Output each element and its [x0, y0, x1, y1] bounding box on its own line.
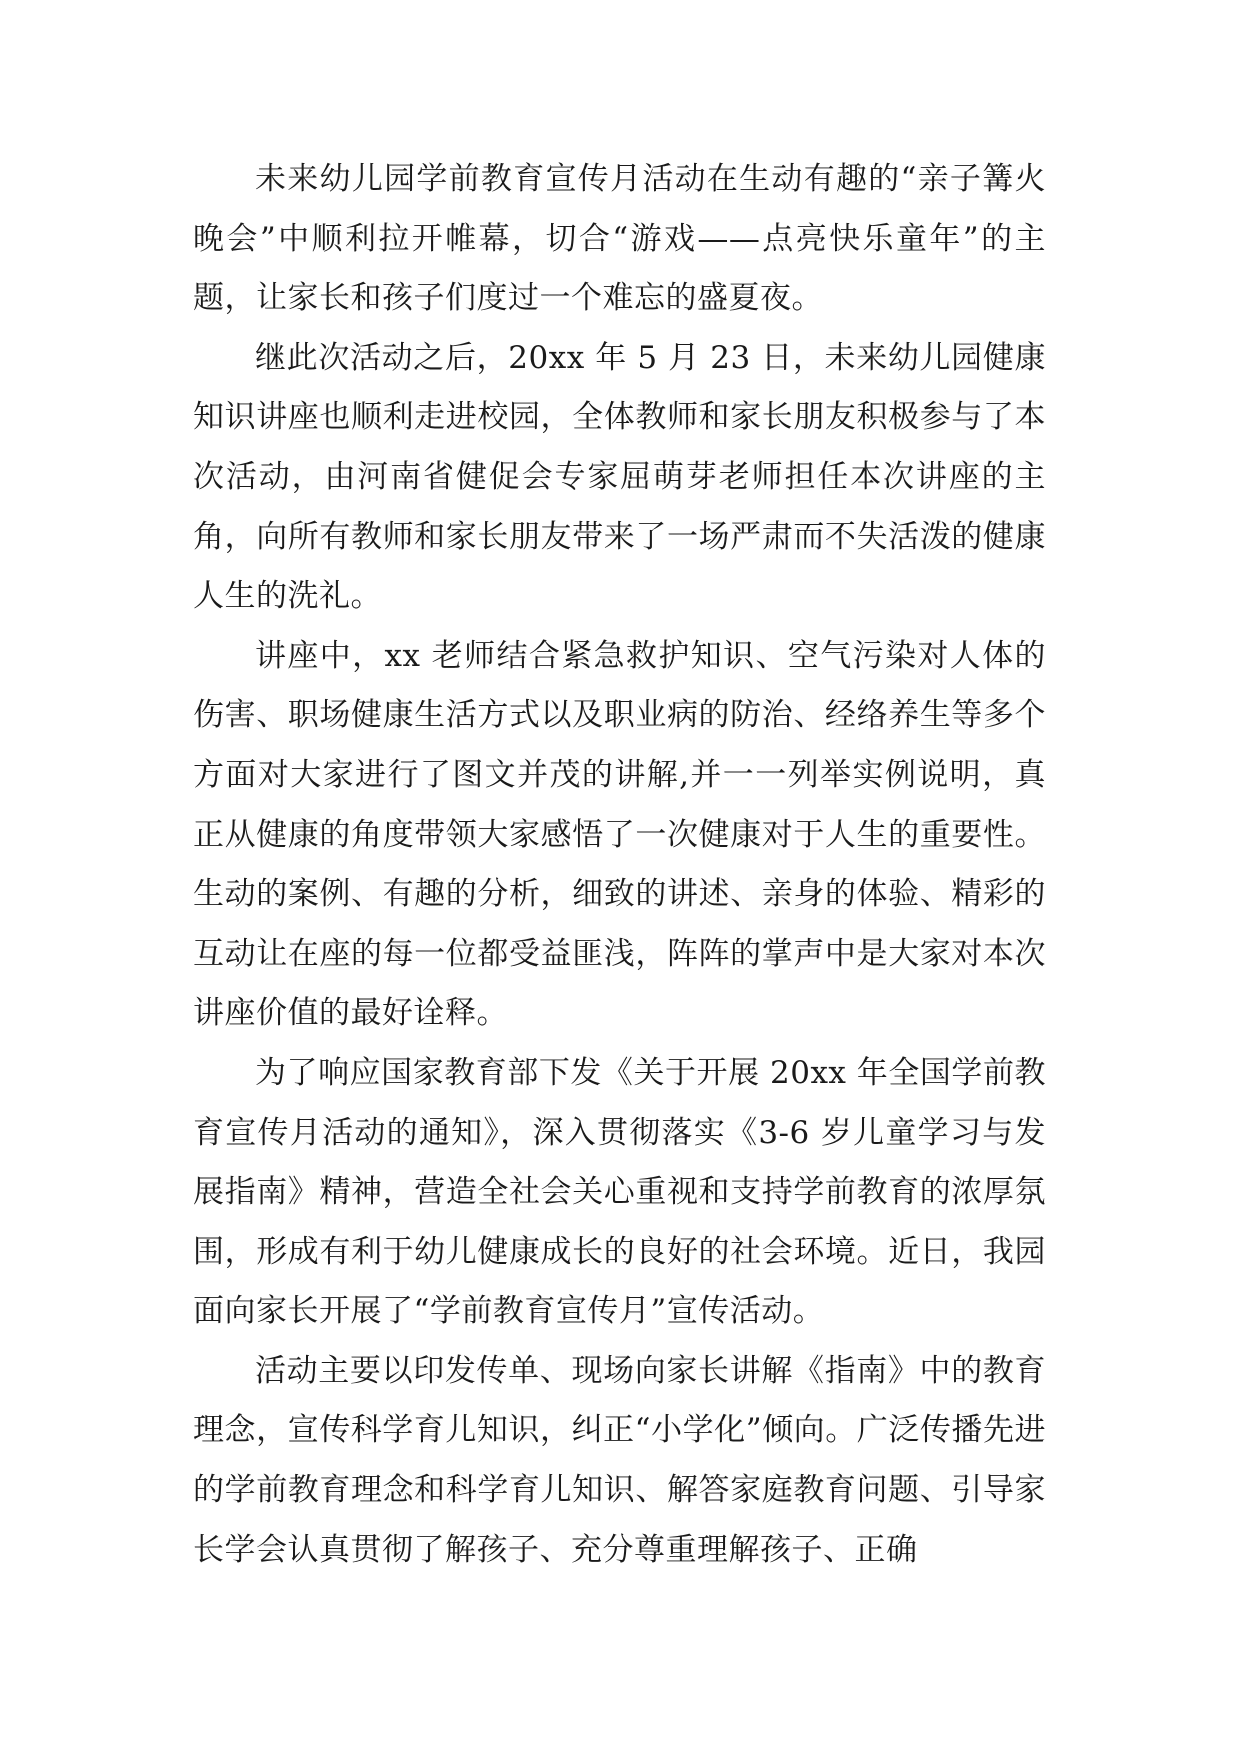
paragraph-4: 为了响应国家教育部下发《关于开展 20xx 年全国学前教育宣传月活动的通知》，深入贯彻落实《3-6 岁儿童学习与发展指南》精神，营造全社会关心重视和支持学前教育的浓厚氛围，形成有利于幼儿健康成长的良好的社会环境。近日，我园面向家长开展了“学前教育宣传月”宣传活动。: [193, 1054, 1046, 1330]
document-body: [193, 150, 1046, 1580]
paragraph-1: 未来幼儿园学前教育宣传月活动在生动有趣的“亲子篝火晚会”中顺利拉开帷幕，切合“游戏——点亮快乐童年”的主题，让家长和孩子们度过一个难忘的盛夏夜。: [193, 161, 1046, 317]
paragraph-2: 继此次活动之后，20xx 年 5 月 23 日，未来幼儿园健康知识讲座也顺利走进校园，全体教师和家长朋友积极参与了本次活动，由河南省健促会专家屈萌芽老师担任本次讲座的主角，向所有教师和家长朋友带来了一场严肃而不失活泼的健康人生的洗礼。: [193, 339, 1046, 615]
paragraph-3: 讲座中，xx 老师结合紧急救护知识、空气污染对人体的伤害、职场健康生活方式以及职业病的防治、经络养生等多个方面对大家进行了图文并茂的讲解,并一一列举实例说明，真正从健康的角度带领大家感悟了一次健康对于人生的重要性。生动的案例、有趣的分析，细致的讲述、亲身的体验、精彩的互动让在座的每一位都受益匪浅，阵阵的掌声中是大家对本次讲座价值的最好诠释。: [193, 637, 1046, 1032]
paragraph-5: 活动主要以印发传单、现场向家长讲解《指南》中的教育理念，宣传科学育儿知识，纠正“小学化”倾向。广泛传播先进的学前教育理念和科学育儿知识、解答家庭教育问题、引导家长学会认真贯彻了解孩子、充分尊重理解孩子、正确: [193, 1352, 1046, 1568]
